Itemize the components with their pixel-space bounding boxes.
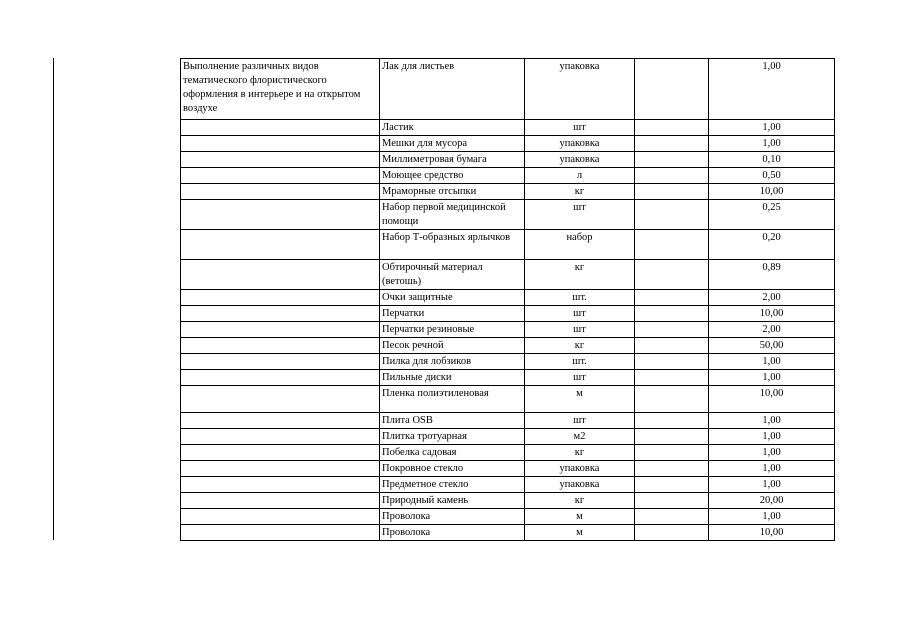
- materials-table: [180, 58, 835, 541]
- empty-cell: [635, 354, 709, 370]
- table-row: [181, 322, 835, 338]
- table-row: [181, 306, 835, 322]
- section-cell: [181, 477, 380, 493]
- table-row: [181, 290, 835, 306]
- table-row: [181, 445, 835, 461]
- table-row: [181, 370, 835, 386]
- material-name-cell: Предметное стекло: [380, 477, 525, 493]
- table-row: [181, 525, 835, 541]
- unit-cell: упаковка: [525, 59, 635, 120]
- quantity-cell: 1,00: [709, 354, 835, 370]
- quantity-cell: 10,00: [709, 184, 835, 200]
- quantity-cell: 0,25: [709, 200, 835, 230]
- material-name-cell: Моющее средство: [380, 168, 525, 184]
- section-cell: [181, 461, 380, 477]
- section-cell: [181, 260, 380, 290]
- quantity-cell: 0,89: [709, 260, 835, 290]
- table-row: [181, 200, 835, 230]
- table-row: [181, 168, 835, 184]
- section-cell: [181, 429, 380, 445]
- unit-cell: м: [525, 386, 635, 413]
- unit-cell: шт: [525, 306, 635, 322]
- quantity-cell: 1,00: [709, 477, 835, 493]
- empty-cell: [635, 370, 709, 386]
- material-name-cell: Плитка тротуарная: [380, 429, 525, 445]
- empty-cell: [635, 184, 709, 200]
- unit-cell: л: [525, 168, 635, 184]
- section-cell: [181, 386, 380, 413]
- table-row: [181, 338, 835, 354]
- quantity-cell: 1,00: [709, 429, 835, 445]
- section-cell: [181, 370, 380, 386]
- empty-cell: [635, 413, 709, 429]
- table-row: [181, 413, 835, 429]
- unit-cell: упаковка: [525, 152, 635, 168]
- section-cell: [181, 338, 380, 354]
- table-row: [181, 152, 835, 168]
- material-name-cell: Набор первой медицинской помощи: [380, 200, 525, 230]
- section-cell: [181, 168, 380, 184]
- material-name-cell: Побелка садовая: [380, 445, 525, 461]
- quantity-cell: 10,00: [709, 386, 835, 413]
- section-cell: [181, 136, 380, 152]
- material-name-cell: Проволока: [380, 525, 525, 541]
- empty-cell: [635, 429, 709, 445]
- unit-cell: м: [525, 509, 635, 525]
- empty-cell: [635, 386, 709, 413]
- unit-cell: упаковка: [525, 136, 635, 152]
- section-cell: [181, 509, 380, 525]
- material-name-cell: Пильные диски: [380, 370, 525, 386]
- empty-cell: [635, 322, 709, 338]
- empty-cell: [635, 152, 709, 168]
- section-cell: [181, 445, 380, 461]
- table-row: [181, 477, 835, 493]
- unit-cell: шт: [525, 120, 635, 136]
- section-cell: [181, 413, 380, 429]
- unit-cell: упаковка: [525, 461, 635, 477]
- empty-cell: [635, 525, 709, 541]
- quantity-cell: 10,00: [709, 525, 835, 541]
- material-name-cell: Очки защитные: [380, 290, 525, 306]
- empty-cell: [635, 290, 709, 306]
- empty-cell: [635, 338, 709, 354]
- empty-cell: [635, 461, 709, 477]
- left-margin-line: [53, 58, 54, 540]
- quantity-cell: 1,00: [709, 461, 835, 477]
- quantity-cell: 50,00: [709, 338, 835, 354]
- material-name-cell: Природный камень: [380, 493, 525, 509]
- quantity-cell: 2,00: [709, 322, 835, 338]
- section-cell: [181, 493, 380, 509]
- quantity-cell: 1,00: [709, 509, 835, 525]
- table-row: [181, 354, 835, 370]
- unit-cell: шт.: [525, 290, 635, 306]
- table-row: [181, 509, 835, 525]
- section-cell: [181, 306, 380, 322]
- material-name-cell: Набор Т-образных ярлычков: [380, 230, 525, 260]
- material-name-cell: Обтирочный материал (ветошь): [380, 260, 525, 290]
- empty-cell: [635, 493, 709, 509]
- table-row: [181, 136, 835, 152]
- section-cell: [181, 184, 380, 200]
- unit-cell: шт: [525, 370, 635, 386]
- empty-cell: [635, 200, 709, 230]
- table-row: [181, 184, 835, 200]
- empty-cell: [635, 120, 709, 136]
- quantity-cell: 1,00: [709, 136, 835, 152]
- empty-cell: [635, 445, 709, 461]
- table-row: [181, 429, 835, 445]
- empty-cell: [635, 260, 709, 290]
- empty-cell: [635, 136, 709, 152]
- quantity-cell: 1,00: [709, 413, 835, 429]
- unit-cell: набор: [525, 230, 635, 260]
- material-name-cell: Перчатки: [380, 306, 525, 322]
- table-row: [181, 59, 835, 120]
- table-row: [181, 386, 835, 413]
- material-name-cell: Пленка полиэтиленовая: [380, 386, 525, 413]
- quantity-cell: 1,00: [709, 445, 835, 461]
- unit-cell: кг: [525, 260, 635, 290]
- quantity-cell: 2,00: [709, 290, 835, 306]
- material-name-cell: Ластик: [380, 120, 525, 136]
- material-name-cell: Плита OSB: [380, 413, 525, 429]
- unit-cell: м2: [525, 429, 635, 445]
- section-cell: [181, 290, 380, 306]
- material-name-cell: Мешки для мусора: [380, 136, 525, 152]
- empty-cell: [635, 168, 709, 184]
- quantity-cell: 1,00: [709, 370, 835, 386]
- material-name-cell: Песок речной: [380, 338, 525, 354]
- table-row: [181, 230, 835, 260]
- quantity-cell: 1,00: [709, 120, 835, 136]
- quantity-cell: 0,20: [709, 230, 835, 260]
- table-row: [181, 493, 835, 509]
- table-row: [181, 120, 835, 136]
- section-cell: [181, 230, 380, 260]
- unit-cell: кг: [525, 445, 635, 461]
- material-name-cell: Мраморные отсыпки: [380, 184, 525, 200]
- unit-cell: упаковка: [525, 477, 635, 493]
- quantity-cell: 1,00: [709, 59, 835, 120]
- empty-cell: [635, 306, 709, 322]
- unit-cell: шт: [525, 413, 635, 429]
- quantity-cell: 10,00: [709, 306, 835, 322]
- quantity-cell: 0,10: [709, 152, 835, 168]
- material-name-cell: Миллиметровая бумага: [380, 152, 525, 168]
- section-label-cell: Выполнение различных видов тематического флористического оформления в интерьере и на открытом воздухе: [181, 59, 380, 120]
- table-row: [181, 260, 835, 290]
- empty-cell: [635, 477, 709, 493]
- section-cell: [181, 525, 380, 541]
- quantity-cell: 0,50: [709, 168, 835, 184]
- unit-cell: кг: [525, 493, 635, 509]
- unit-cell: шт.: [525, 354, 635, 370]
- section-cell: [181, 354, 380, 370]
- section-cell: [181, 152, 380, 168]
- unit-cell: м: [525, 525, 635, 541]
- quantity-cell: 20,00: [709, 493, 835, 509]
- empty-cell: [635, 230, 709, 260]
- materials-table-body: [181, 59, 835, 541]
- material-name-cell: Проволока: [380, 509, 525, 525]
- unit-cell: кг: [525, 184, 635, 200]
- section-cell: [181, 200, 380, 230]
- material-name-cell: Лак для листьев: [380, 59, 525, 120]
- unit-cell: шт: [525, 322, 635, 338]
- empty-cell: [635, 509, 709, 525]
- empty-cell: [635, 59, 709, 120]
- unit-cell: кг: [525, 338, 635, 354]
- section-cell: [181, 120, 380, 136]
- unit-cell: шт: [525, 200, 635, 230]
- section-cell: [181, 322, 380, 338]
- material-name-cell: Перчатки резиновые: [380, 322, 525, 338]
- material-name-cell: Пилка для лобзиков: [380, 354, 525, 370]
- table-row: [181, 461, 835, 477]
- material-name-cell: Покровное стекло: [380, 461, 525, 477]
